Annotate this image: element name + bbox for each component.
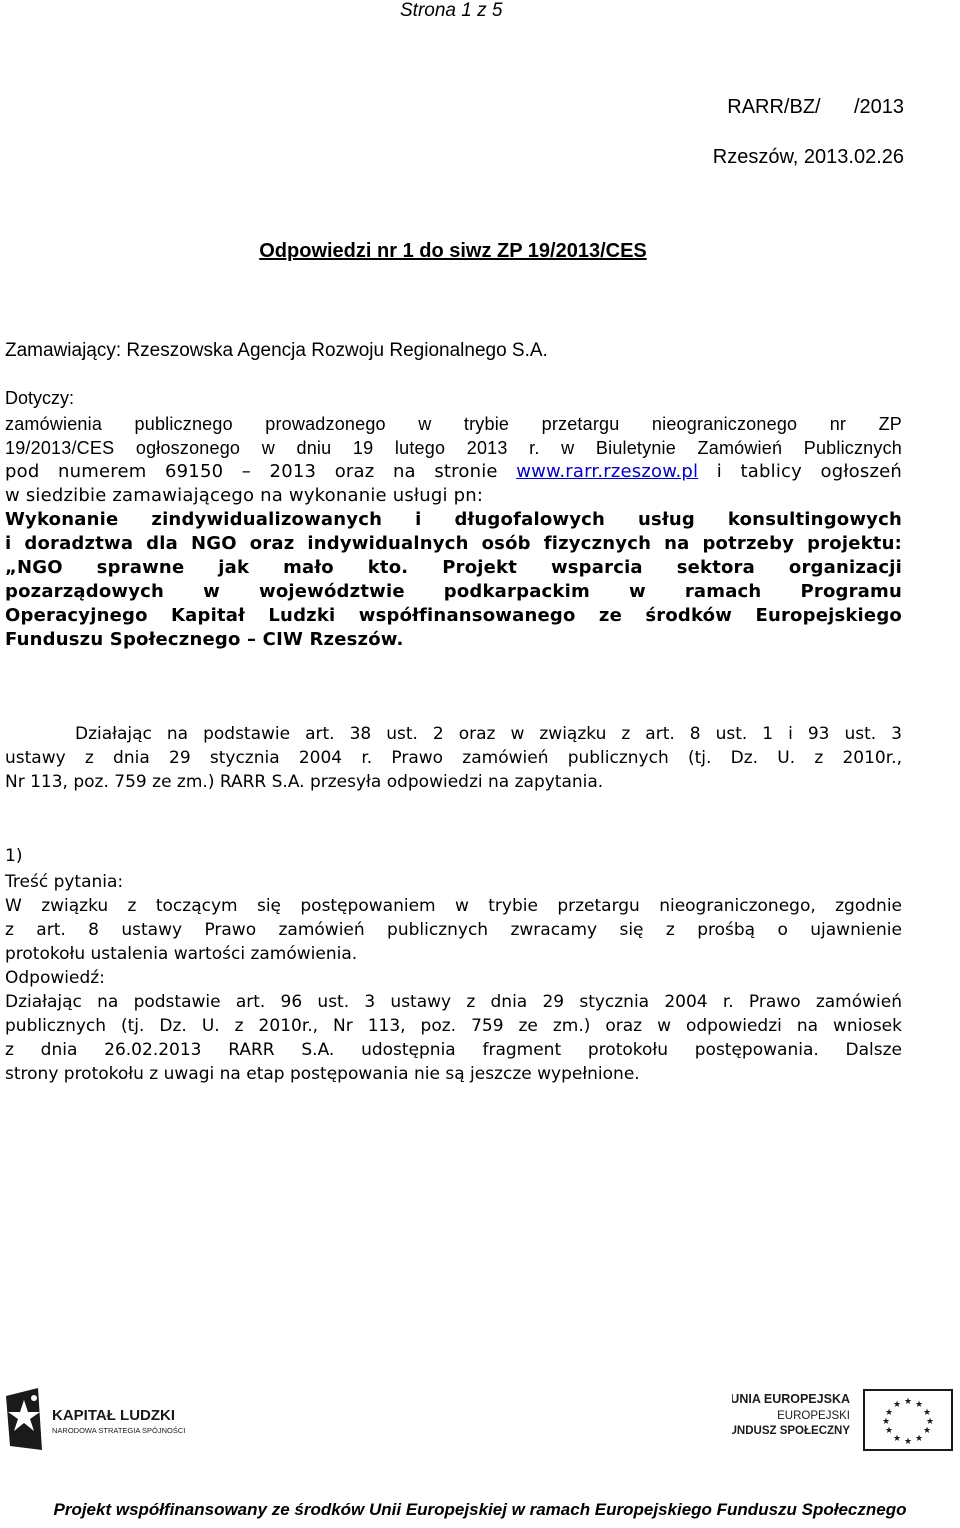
eu-line-3: FUNDUSZ SPOŁECZNY: [732, 1425, 850, 1437]
place-date: Rzeszów, 2013.02.26: [712, 146, 904, 168]
svg-text:★: ★: [914, 1400, 924, 1410]
svg-text:★: ★: [925, 1417, 935, 1427]
question-line: W związku z toczącym się postępowaniem w trybie przetargu nieograniczonego, zgodnie: [5, 896, 902, 916]
service-name-line: Operacyjnego Kapitał Ludzki współfinansowanego ze środków Europejskiego: [5, 605, 902, 626]
legal-basis: [5, 722, 902, 794]
svg-text:★: ★: [903, 1437, 913, 1447]
question-line: z art. 8 ustawy Prawo zamówień publicznych zwracamy się z prośbą o ujawnienie: [5, 920, 902, 940]
basis-line: ustawy z dnia 29 stycznia 2004 r. Prawo zamówień publicznych (tj. Dz. U. z 2010r.,: [5, 748, 902, 768]
svg-text:★: ★: [903, 1397, 913, 1407]
website-link[interactable]: www.rarr.rzeszow.pl: [516, 461, 699, 482]
eu-fund-logo: [732, 1388, 956, 1452]
footer-note: Projekt współfinansowany ze środków Unii Europejskiej w ramach Europejskiego Funduszu Społecznego: [53, 1500, 907, 1519]
service-name-line: Funduszu Społecznego – CIW Rzeszów.: [5, 629, 404, 650]
reference-number: RARR/BZ/ /2013: [727, 96, 904, 118]
service-name-line: „NGO sprawne jak mało kto. Projekt wsparcia sektora organizacji: [5, 557, 902, 578]
svg-text:★: ★: [922, 1426, 932, 1436]
concerns-text: [5, 412, 902, 652]
concerns-line-3-pre: pod numerem 69150 – 2013 oraz na stronie: [5, 461, 498, 482]
eu-line-2: EUROPEJSKI: [777, 1410, 850, 1422]
kapital-ludzki-emblem-icon: [4, 1386, 214, 1454]
concerns-line-3-post: i tablicy ogłoszeń: [716, 461, 902, 482]
eu-line-1: UNIA EUROPEJSKA: [732, 1392, 850, 1406]
eu-flag-icon: [732, 1388, 956, 1452]
service-name-line: i doradztwa dla NGO oraz indywidualnych osób fizycznych na potrzeby projektu:: [5, 533, 902, 554]
answer-line: z dnia 26.02.2013 RARR S.A. udostępnia fragment protokołu postępowania. Dalsze: [5, 1040, 902, 1060]
svg-text:★: ★: [884, 1426, 894, 1436]
kl-name: KAPITAŁ LUDZKI: [52, 1407, 176, 1424]
question-line: protokołu ustalenia wartości zamówienia.: [5, 944, 358, 964]
answer-line: publicznych (tj. Dz. U. z 2010r., Nr 113, poz. 759 ze zm.) oraz w odpowiedzi na wniosek: [5, 1016, 902, 1036]
svg-text:★: ★: [884, 1408, 894, 1418]
kl-subtitle: NARODOWA STRATEGIA SPÓJNOŚCI: [52, 1426, 186, 1435]
svg-text:★: ★: [881, 1417, 891, 1427]
svg-text:★: ★: [922, 1408, 932, 1418]
question-number: 1): [5, 846, 23, 866]
service-name-line: Wykonanie zindywidualizowanych i długofalowych usług konsultingowych: [5, 509, 902, 530]
document-title: Odpowiedzi nr 1 do siwz ZP 19/2013/CES: [259, 240, 647, 262]
question-label: Treść pytania:: [5, 872, 124, 892]
answer-line: Działając na podstawie art. 96 ust. 3 ustawy z dnia 29 stycznia 2004 r. Prawo zamówień: [5, 992, 902, 1012]
svg-text:★: ★: [892, 1434, 902, 1444]
answer-line: strony protokołu z uwagi na etap postępowania nie są jeszcze wypełnione.: [5, 1064, 640, 1084]
svg-text:★: ★: [892, 1400, 902, 1410]
service-name-line: pozarządowych w województwie podkarpackim w ramach Programu: [5, 581, 902, 602]
concerns-line-4: w siedzibie zamawiającego na wykonanie usługi pn:: [5, 485, 484, 506]
page-number: Strona 1 z 5: [400, 0, 503, 21]
basis-line: Działając na podstawie art. 38 ust. 2 oraz w związku z art. 8 ust. 1 i 93 ust. 3: [75, 724, 902, 744]
svg-text:★: ★: [914, 1434, 924, 1444]
concerns-line-2: 19/2013/CES ogłoszonego w dniu 19 lutego 2013 r. w Biuletynie Zamówień Publicznych: [5, 438, 902, 458]
contractor-line: Zamawiający: Rzeszowska Agencja Rozwoju Regionalnego S.A.: [5, 340, 548, 361]
concerns-line-3: [5, 460, 902, 484]
answer-label: Odpowiedź:: [5, 968, 105, 988]
concerns-line-1: zamówienia publicznego prowadzonego w trybie przetargu nieograniczonego nr ZP: [5, 414, 902, 434]
question-answer: [5, 870, 902, 1086]
basis-line: Nr 113, poz. 759 ze zm.) RARR S.A. przesyła odpowiedzi na zapytania.: [5, 772, 604, 792]
kapital-ludzki-logo: [4, 1386, 214, 1454]
concerns-label: Dotyczy:: [5, 388, 75, 408]
